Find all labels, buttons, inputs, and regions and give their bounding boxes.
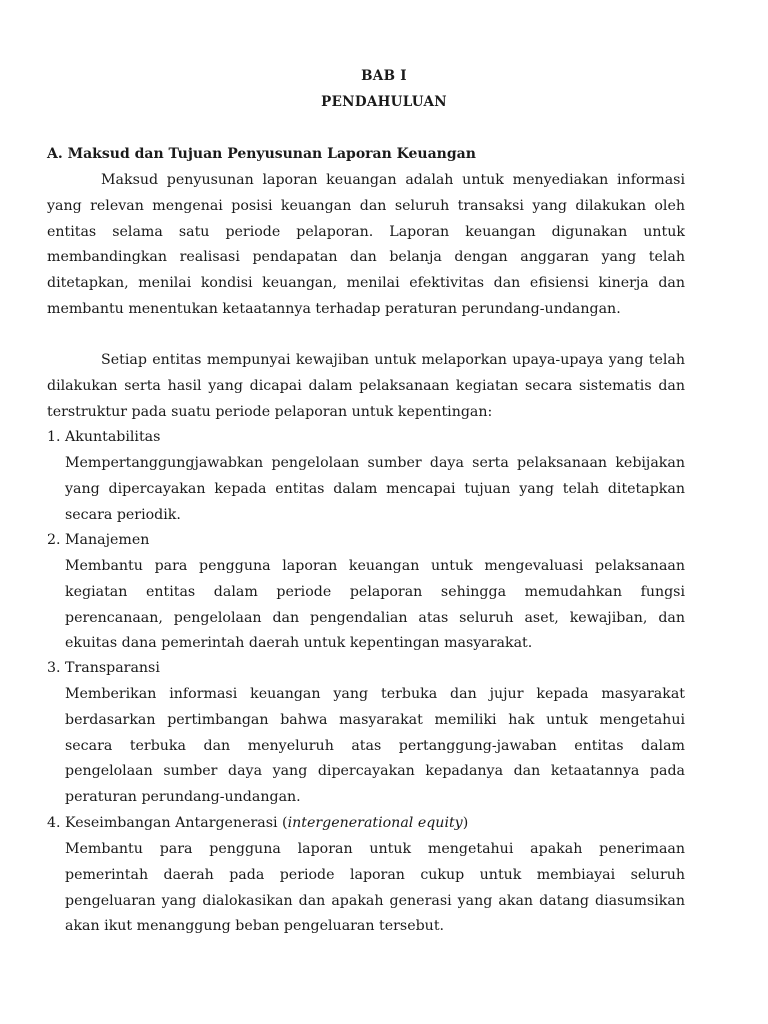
paragraph-purpose: Maksud penyusunan laporan keuangan adalah untuk menyediakan informasi yang relevan mengenai posisi keuangan dan seluruh transaksi yang dilakukan oleh entitas selama satu periode pelaporan. Laporan keuangan digunakan untuk membandingkan realisasi pendapatan dan belanja dengan anggaran yang telah ditetapkan, menilai kondisi keuangan, menilai efektivitas dan efisiensi kinerja dan membantu menentukan ketaatannya terhadap peraturan perundang-undangan. <box>47 172 685 317</box>
paragraph-obligation: Setiap entitas mempunyai kewajiban untuk melaporkan upaya-upaya yang telah dilakukan serta hasil yang dicapai dalam pelaksanaan kegiatan secara sistematis dan terstruktur pada suatu periode pelaporan untuk kepentingan: <box>47 352 685 420</box>
list-item-heading <box>47 811 468 837</box>
list-item-title: Manajemen <box>65 532 150 548</box>
list-item-body: Membantu para pengguna laporan keuangan untuk mengevaluasi pelaksanaan kegiatan entitas dalam periode pelaporan sehingga memudahkan fungsi perencanaan, pengelolaan dan pengendalian atas seluruh aset, kewajiban, dan ekuitas dana pemerintah daerah untuk kepentingan masyarakat. <box>65 558 685 652</box>
list-item-title-close: ) <box>462 815 469 831</box>
list-item-heading <box>47 656 160 682</box>
chapter-title: PENDAHULUAN <box>321 94 447 110</box>
list-item-number: 2. <box>47 532 61 548</box>
list-item-number: 1. <box>47 429 61 445</box>
list-item-number: 3. <box>47 660 61 676</box>
list-item-body: Membantu para pengguna laporan untuk mengetahui apakah penerimaan pemerintah daerah pada periode laporan cukup untuk membiayai seluruh pengeluaran yang dialokasikan dan apakah generasi yang akan datang diasumsikan akan ikut menanggung beban pengeluaran tersebut. <box>65 841 685 935</box>
list-item-heading <box>47 425 160 451</box>
list-item-title: Transparansi <box>65 660 160 676</box>
section-heading: A. Maksud dan Tujuan Penyusunan Laporan Keuangan <box>47 146 476 162</box>
list-item-body: Mempertanggungjawabkan pengelolaan sumber daya serta pelaksanaan kebijakan yang dipercayakan kepada entitas dalam mencapai tujuan yang telah ditetapkan secara periodik. <box>65 455 685 523</box>
list-item-heading <box>47 528 149 554</box>
list-item-body: Memberikan informasi keuangan yang terbuka dan jujur kepada masyarakat berdasarkan pertimbangan bahwa masyarakat memiliki hak untuk mengetahui secara terbuka dan menyeluruh atas pertanggung-jawaban entitas dalam pengelolaan sumber daya yang dipercayakan kepadanya dan ketaatannya pada peraturan perundang-undangan. <box>65 686 685 806</box>
chapter-number: BAB I <box>361 68 407 84</box>
list-item-number: 4. <box>47 815 61 831</box>
list-item-title-italic: intergenerational equity <box>287 815 463 831</box>
list-item-title: Keseimbangan Antargenerasi ( <box>65 815 288 831</box>
list-item-title: Akuntabilitas <box>65 429 161 445</box>
